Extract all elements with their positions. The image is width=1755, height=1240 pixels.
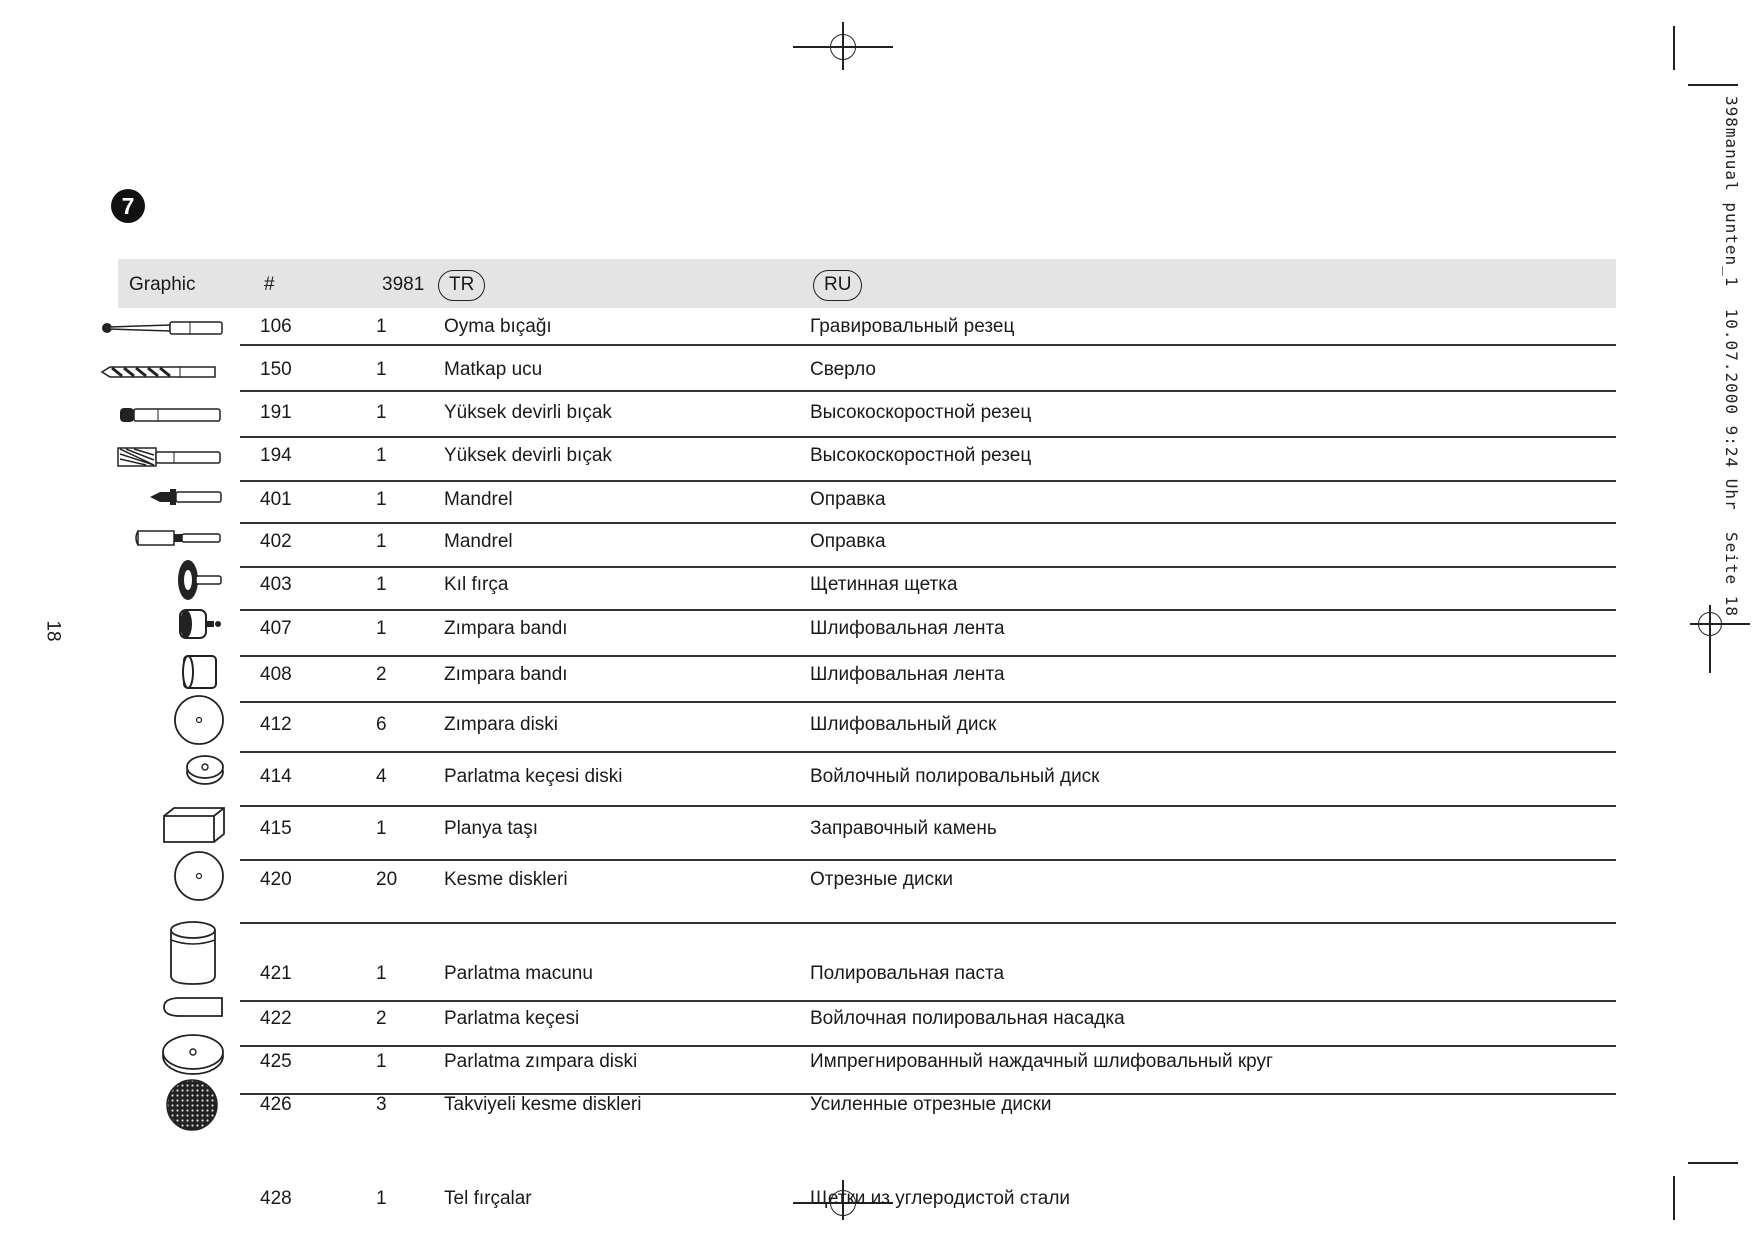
description-ru: Шлифовальный диск [810,714,997,735]
description-ru: Отрезные диски [810,869,954,890]
drill-bit-icon [100,362,220,382]
part-number: 420 [260,869,292,890]
part-number: 428 [260,1188,292,1209]
high-speed-cutter-fluted-icon [116,445,224,469]
part-quantity: 20 [376,869,398,890]
part-number: 425 [260,1051,292,1072]
row-divider [240,751,1616,753]
part-quantity: 1 [376,531,387,552]
part-quantity: 1 [376,574,387,595]
description-tr: Matkap ucu [444,359,543,380]
part-quantity: 2 [376,1008,387,1029]
sanding-disc-icon [173,694,225,746]
row-divider [240,436,1616,438]
description-tr: Yüksek devirli bıçak [444,402,612,423]
header-qty: 3981 [382,274,425,295]
header-graphic: Graphic [129,274,196,295]
part-number: 403 [260,574,292,595]
description-ru: Усиленные отрезные диски [810,1094,1052,1115]
description-ru: Высокоскоростной резец [810,402,1032,423]
registration-mark-right [1698,612,1722,636]
part-quantity: 1 [376,402,387,423]
tr-language-badge: TR [438,270,485,301]
part-quantity: 1 [376,445,387,466]
part-number: 194 [260,445,292,466]
trim-mark-bottom-right-h [1688,1162,1738,1164]
row-divider [240,522,1616,524]
description-tr: Parlatma keçesi [444,1008,580,1029]
description-tr: Takviyeli kesme diskleri [444,1094,642,1115]
part-quantity: 2 [376,664,387,685]
row-divider [240,390,1616,392]
part-number: 414 [260,766,292,787]
row-divider [240,566,1616,568]
cutoff-disc-icon [173,850,225,902]
row-divider [240,701,1616,703]
part-quantity: 1 [376,963,387,984]
description-ru: Оправка [810,489,886,510]
part-number: 402 [260,531,292,552]
header-tr [438,270,485,301]
page-number: 18 [42,620,64,642]
part-number: 407 [260,618,292,639]
description-tr: Kesme diskleri [444,869,568,890]
part-quantity: 1 [376,818,387,839]
description-ru: Щетки из углеродистой стали [810,1188,1071,1209]
description-tr: Parlatma zımpara diski [444,1051,638,1072]
row-divider [240,655,1616,657]
row-divider [240,1045,1616,1047]
description-tr: Planya taşı [444,818,538,839]
felt-polishing-tip-icon [160,995,226,1019]
high-speed-cutter-icon [118,403,223,427]
description-ru: Войлочная полировальная насадка [810,1008,1125,1029]
sanding-band-icon [178,652,222,692]
description-ru: Войлочный полировальный диск [810,766,1100,787]
description-tr: Parlatma macunu [444,963,593,984]
part-number: 415 [260,818,292,839]
description-tr: Yüksek devirli bıçak [444,445,612,466]
part-number: 150 [260,359,292,380]
part-number: 421 [260,963,292,984]
registration-mark-top [830,34,856,60]
ru-language-badge: RU [813,270,862,301]
description-ru: Оправка [810,531,886,552]
row-divider [240,609,1616,611]
row-divider [240,805,1616,807]
sanding-drum-icon [176,604,224,644]
header-number: # [264,274,275,295]
trim-mark-top-right-v [1673,26,1675,70]
description-tr: Zımpara bandı [444,664,568,685]
part-number: 426 [260,1094,292,1115]
part-quantity: 3 [376,1094,387,1115]
part-number: 412 [260,714,292,735]
part-quantity: 1 [376,618,387,639]
bristle-brush-icon [176,558,224,602]
table-header [118,259,1616,308]
part-quantity: 6 [376,714,387,735]
description-ru: Щетинная щетка [810,574,958,595]
header-ru [813,270,862,301]
trim-mark-top-right-h [1688,84,1738,86]
felt-polishing-disc-icon [184,754,226,786]
step-number-badge: 7 [111,189,145,223]
part-number: 191 [260,402,292,423]
row-divider [240,922,1616,924]
drum-mandrel-icon [134,527,224,549]
description-ru: Шлифовальная лента [810,664,1005,685]
description-tr: Mandrel [444,489,513,510]
impregnated-polishing-wheel-icon [160,1032,226,1076]
part-quantity: 1 [376,489,387,510]
row-divider [240,1000,1616,1002]
part-number: 408 [260,664,292,685]
part-quantity: 4 [376,766,387,787]
row-divider [240,480,1616,482]
print-slug-info: 398manual punten_1 10.07.2000 9:24 Uhr Seite 18 [1722,96,1741,618]
part-number: 106 [260,316,292,337]
screw-mandrel-icon [148,486,224,508]
description-tr: Tel fırçalar [444,1188,532,1209]
part-number: 422 [260,1008,292,1029]
polishing-compound-jar-icon [167,918,219,986]
trim-mark-bottom-right-v [1673,1176,1675,1220]
description-ru: Высокоскоростной резец [810,445,1032,466]
description-tr: Zımpara diski [444,714,559,735]
row-divider [240,859,1616,861]
description-ru: Сверло [810,359,876,380]
part-quantity: 1 [376,359,387,380]
description-ru: Гравировальный резец [810,316,1015,337]
row-divider [240,1093,1616,1095]
part-number: 401 [260,489,292,510]
description-ru: Шлифовальная лента [810,618,1005,639]
reinforced-cutoff-disc-icon [165,1078,219,1132]
description-ru: Полировальная паста [810,963,1005,984]
description-tr: Oyma bıçağı [444,316,552,337]
part-quantity: 1 [376,316,387,337]
description-ru: Импрегнированный наждачный шлифовальный круг [810,1051,1273,1072]
row-divider [240,344,1616,346]
dressing-stone-icon [162,806,228,846]
description-tr: Kıl fırça [444,574,509,595]
part-quantity: 1 [376,1051,387,1072]
engraving-cutter-icon [100,318,225,338]
description-tr: Zımpara bandı [444,618,568,639]
description-tr: Mandrel [444,531,513,552]
part-quantity: 1 [376,1188,387,1209]
description-ru: Заправочный камень [810,818,997,839]
description-tr: Parlatma keçesi diski [444,766,623,787]
